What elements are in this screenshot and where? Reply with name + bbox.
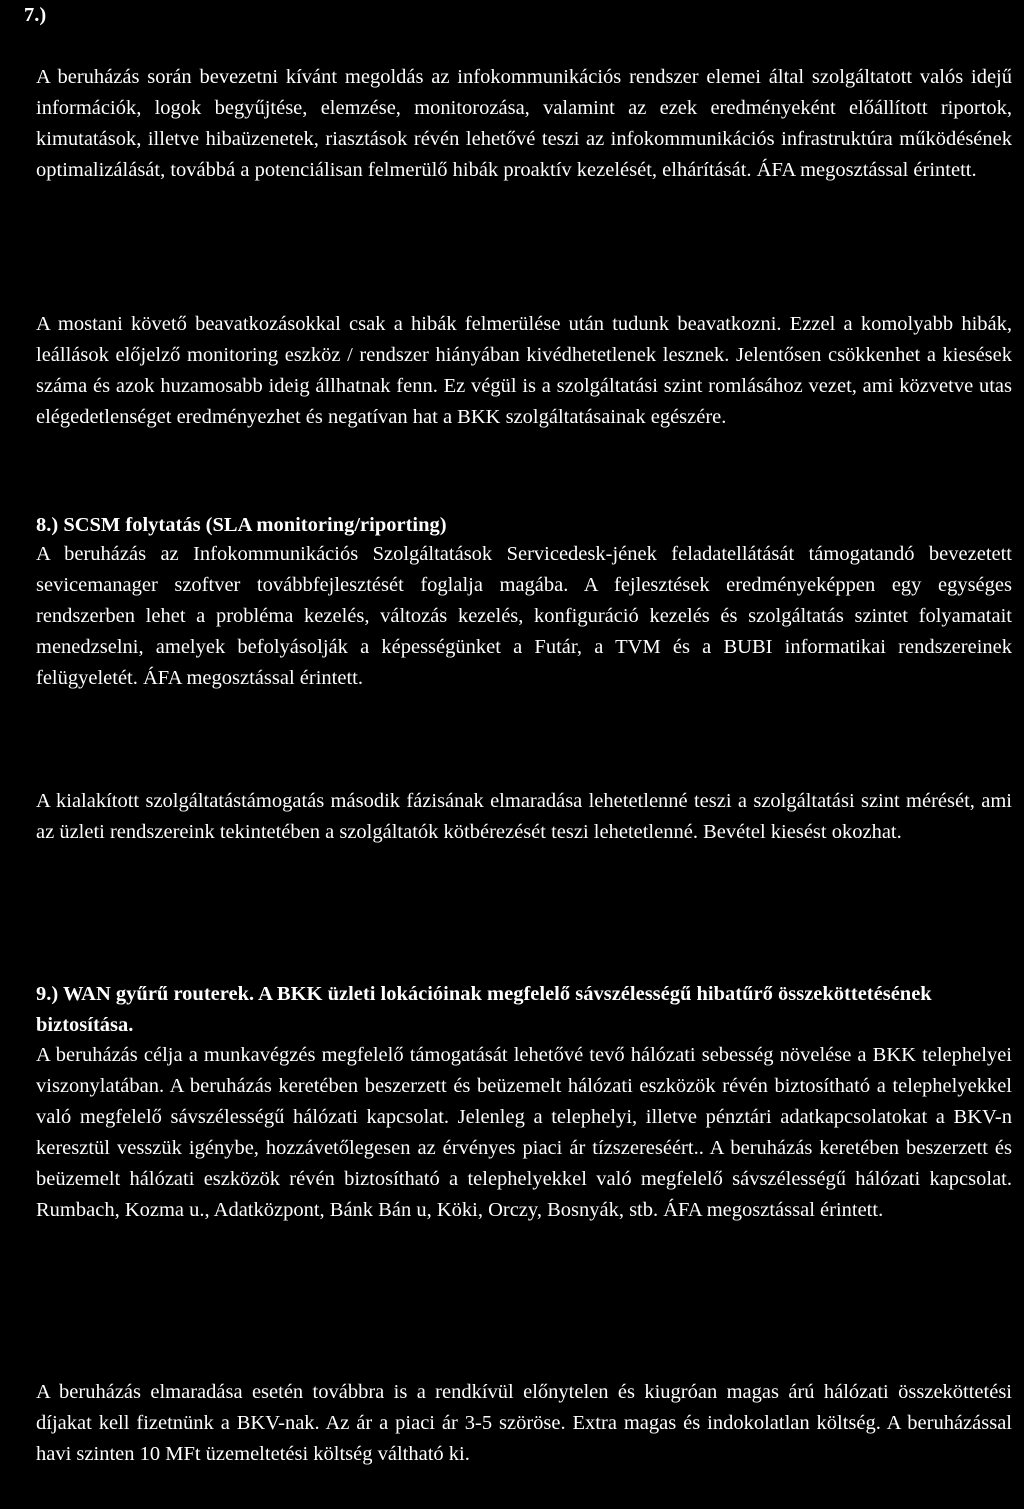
item-8-paragraph-1: A beruházás az Infokommunikációs Szolgáltatások Servicedesk-jének feladatellátását támogatandó bevezetett sevicemanager szoftver továbbfejlesztését foglalja magába. A fejlesztések eredményeképpen egy egységes rendszerben lehet a probléma kezelés, változás kezelés, konfiguráció kezelés és szolgáltatás szintet folyamatait menedzselni, amelyek befolyásolják a képességünket a Futár, a TVM és a BUBI informatikai rendszereinek felügyeletét. ÁFA megosztással érintett.	[36, 543, 1012, 689]
item-9-paragraph-1: A beruházás célja a munkavégzés megfelelő támogatását lehetővé tevő hálózati sebesség növelése a BKK telephelyei viszonylatában. A beruházás keretében beszerzett és beüzemelt hálózati eszközök révén biztosítható a telephelyekkel való megfelelő sávszélességű hálózati kapcsolat. Jelenleg a telephelyi, illetve pénztári adatkapcsolatokat a BKV-n keresztül vesszük igénybe, hozzávetőlegesen az érvényes piaci ár tízszereséért.. A beruházás keretében beszerzett és beüzemelt hálózati eszközök révén biztosítható a telephelyekkel való megfelelő sávszélességű hálózati kapcsolat. Rumbach, Kozma u., Adatközpont, Bánk Bán u, Köki, Orczy, Bosnyák, stb. ÁFA megosztással érintett.	[36, 1044, 1012, 1221]
item-8-heading: 8.) SCSM folytatás (SLA monitoring/riporting)	[36, 514, 447, 536]
item-9-paragraph-2: A beruházás elmaradása esetén továbbra is a rendkívül előnytelen és kiugróan magas árú hálózati összeköttetési díjakat kell fizetnünk a BKV-nak. Az ár a piaci ár 3-5 szöröse. Extra magas és indokolatlan költség. A beruházással havi szinten 10 MFt üzemeltetési költség váltható ki.	[36, 1381, 1012, 1465]
item-7-paragraph-2: A mostani követő beavatkozásokkal csak a hibák felmerülése után tudunk beavatkozni. Ezzel a komolyabb hibák, leállások előjelző monitoring eszköz / rendszer hiányában kivédhetetlenek lesznek. Jelentősen csökkenhet a kiesések száma és azok huzamosabb ideig állhatnak fenn. Ez végül is a szolgáltatási szint romlásához vezet, ami közvetve utas elégedetlenséget eredményezhet és negatívan hat a BKK szolgáltatásainak egészére.	[36, 313, 1012, 428]
item-9-heading: 9.) WAN gyűrű routerek. A BKK üzleti lokációinak megfelelő sávszélességű hibatűrő összeköttetésének biztosítása.	[36, 983, 932, 1036]
item-7-paragraph-1: A beruházás során bevezetni kívánt megoldás az infokommunikációs rendszer elemei által szolgáltatott valós idejű információk, logok begyűjtése, elemzése, monitorozása, valamint az ezek eredményeként előállított riportok, kimutatások, illetve hibaüzenetek, riasztások révén lehetővé teszi az infokommunikációs infrastruktúra működésének optimalizálását, továbbá a potenciálisan felmerülő hibák proaktív kezelését, elhárítását. ÁFA megosztással érintett.	[36, 66, 1012, 181]
item-8-paragraph-2: A kialakított szolgáltatástámogatás második fázisának elmaradása lehetetlenné teszi a szolgáltatási szint mérését, ami az üzleti rendszereink tekintetében a szolgáltatók kötbérezését teszi lehetetlenné. Bevétel kiesést okozhat.	[36, 790, 1012, 843]
item-7-number: 7.)	[24, 4, 47, 26]
